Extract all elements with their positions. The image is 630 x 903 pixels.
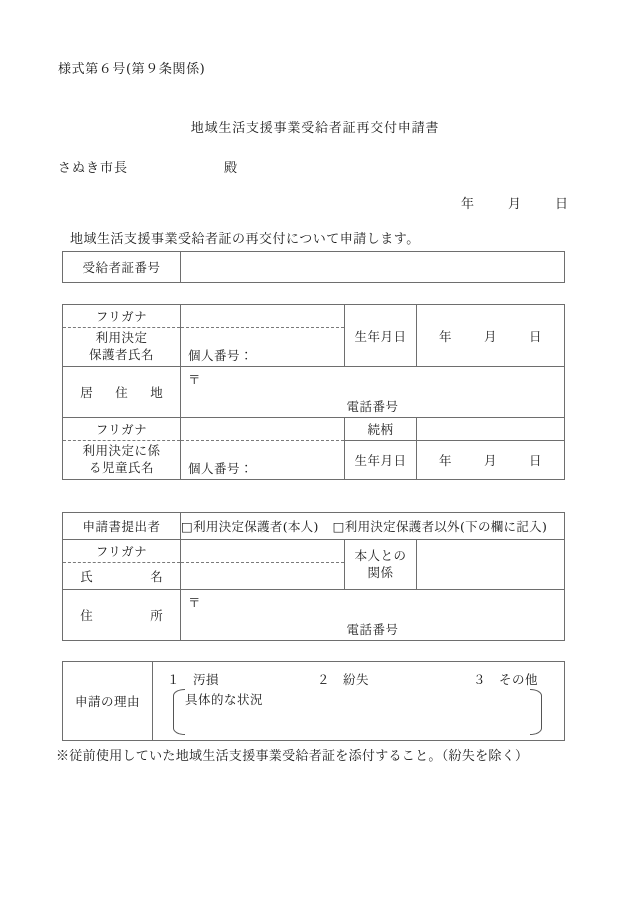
- reason-option-1[interactable]: １ 汚損: [167, 672, 220, 687]
- checkbox-submitter-self[interactable]: □利用決定保護者(本人): [181, 519, 319, 534]
- child-dob-year: 年: [438, 453, 452, 468]
- guardian-name-label-line2: 保護者氏名: [88, 347, 154, 362]
- bracket-right-icon: [530, 689, 542, 735]
- reason-detail-label: 具体的な状況: [185, 692, 264, 707]
- addressee-name: さぬき市長: [58, 161, 129, 176]
- postal-mark-icon: 〒: [188, 595, 201, 610]
- child-dob-day: 日: [529, 453, 543, 468]
- child-furigana-label: フリガナ: [63, 418, 181, 441]
- child-dob-input[interactable]: [417, 441, 565, 480]
- child-name-label-line2: る児童氏名: [88, 460, 154, 475]
- table-row: [63, 367, 565, 418]
- submitter-tel-label: 電話番号: [346, 622, 399, 637]
- guardian-dob-month: 月: [483, 328, 497, 344]
- child-dob-month: 月: [483, 453, 497, 468]
- recipient-number-input[interactable]: [181, 252, 565, 283]
- page-title: 地域生活支援事業受給者証再交付申請書: [190, 121, 440, 136]
- reason-table: [62, 661, 565, 741]
- application-date: [461, 193, 568, 212]
- guardian-name-input[interactable]: [181, 328, 345, 367]
- submitter-furigana-label: フリガナ: [63, 540, 181, 563]
- table-row: [63, 441, 565, 480]
- reason-label: 申請の理由: [63, 662, 153, 741]
- guardian-dob-input[interactable]: [417, 305, 565, 367]
- reason-option-2[interactable]: ２ 紛失: [317, 672, 370, 687]
- table-row: [63, 252, 565, 283]
- guardian-name-label-line1: 利用決定: [95, 330, 148, 346]
- date-month: 月: [507, 197, 521, 212]
- table-row: [63, 540, 565, 563]
- submitter-name-input[interactable]: [181, 563, 345, 590]
- child-relation-input[interactable]: [417, 418, 565, 441]
- table-row: [63, 305, 565, 328]
- child-dob-label: 生年月日: [345, 441, 417, 480]
- guardian-dob-day: 日: [529, 328, 543, 344]
- child-mynumber-label: 個人番号：: [188, 461, 254, 476]
- reason-options: [167, 670, 554, 688]
- recipient-number-table: [62, 251, 565, 283]
- checkbox-submitter-other[interactable]: □利用決定保護者以外(下の欄に記入): [332, 519, 548, 534]
- reason-option-3[interactable]: ３ その他: [473, 672, 539, 687]
- bracket-left-icon: [173, 689, 185, 735]
- submitter-furigana-input[interactable]: [181, 540, 345, 563]
- submitter-address-input[interactable]: [181, 590, 565, 641]
- child-name-label: [63, 441, 181, 480]
- residence-label: 居 住 地: [63, 367, 181, 418]
- person-details-table: [62, 304, 565, 480]
- submitter-options: [181, 513, 565, 540]
- date-year: 年: [460, 197, 474, 212]
- residence-input[interactable]: [181, 367, 565, 418]
- reason-body: [153, 662, 565, 741]
- footnote: ※従前使用していた地域生活支援事業受給者証を添付すること。（紛失を除く）: [56, 749, 529, 764]
- table-row: [63, 513, 565, 540]
- submitter-name-label: 氏 名: [63, 563, 181, 590]
- submitter-address-label: 住 所: [63, 590, 181, 641]
- residence-tel-label: 電話番号: [346, 399, 399, 414]
- guardian-furigana-label: フリガナ: [63, 305, 181, 328]
- guardian-furigana-input[interactable]: [181, 305, 345, 328]
- reason-detail-box[interactable]: [173, 689, 542, 733]
- postal-mark-icon: 〒: [188, 372, 201, 387]
- submitter-table: [62, 512, 565, 641]
- guardian-name-label: [63, 328, 181, 367]
- addressee-line: [58, 157, 238, 176]
- child-name-label-line1: 利用決定に係: [82, 443, 161, 459]
- date-day: 日: [554, 197, 568, 212]
- child-furigana-input[interactable]: [181, 418, 345, 441]
- guardian-dob-year: 年: [438, 328, 452, 344]
- submitter-header-label: 申請書提出者: [63, 513, 181, 540]
- table-row: [63, 590, 565, 641]
- child-name-input[interactable]: [181, 441, 345, 480]
- guardian-mynumber-label: 個人番号：: [188, 348, 254, 363]
- child-relation-label: 続柄: [345, 418, 417, 441]
- form-number: 様式第６号(第９条関係): [58, 62, 206, 77]
- application-statement: 地域生活支援事業受給者証の再交付について申請します。: [70, 232, 420, 247]
- table-row: [63, 662, 565, 741]
- submitter-relation-label-line2: 関係: [367, 564, 394, 580]
- submitter-relation-label-line1: 本人との: [354, 547, 407, 563]
- recipient-number-label: 受給者証番号: [63, 252, 181, 283]
- reason-body-inner: [153, 662, 564, 740]
- submitter-relation-label: [344, 540, 416, 590]
- submitter-relation-input[interactable]: [416, 540, 564, 590]
- table-row: [63, 418, 565, 441]
- guardian-dob-label: 生年月日: [345, 305, 417, 367]
- addressee-honorific: 殿: [224, 161, 239, 176]
